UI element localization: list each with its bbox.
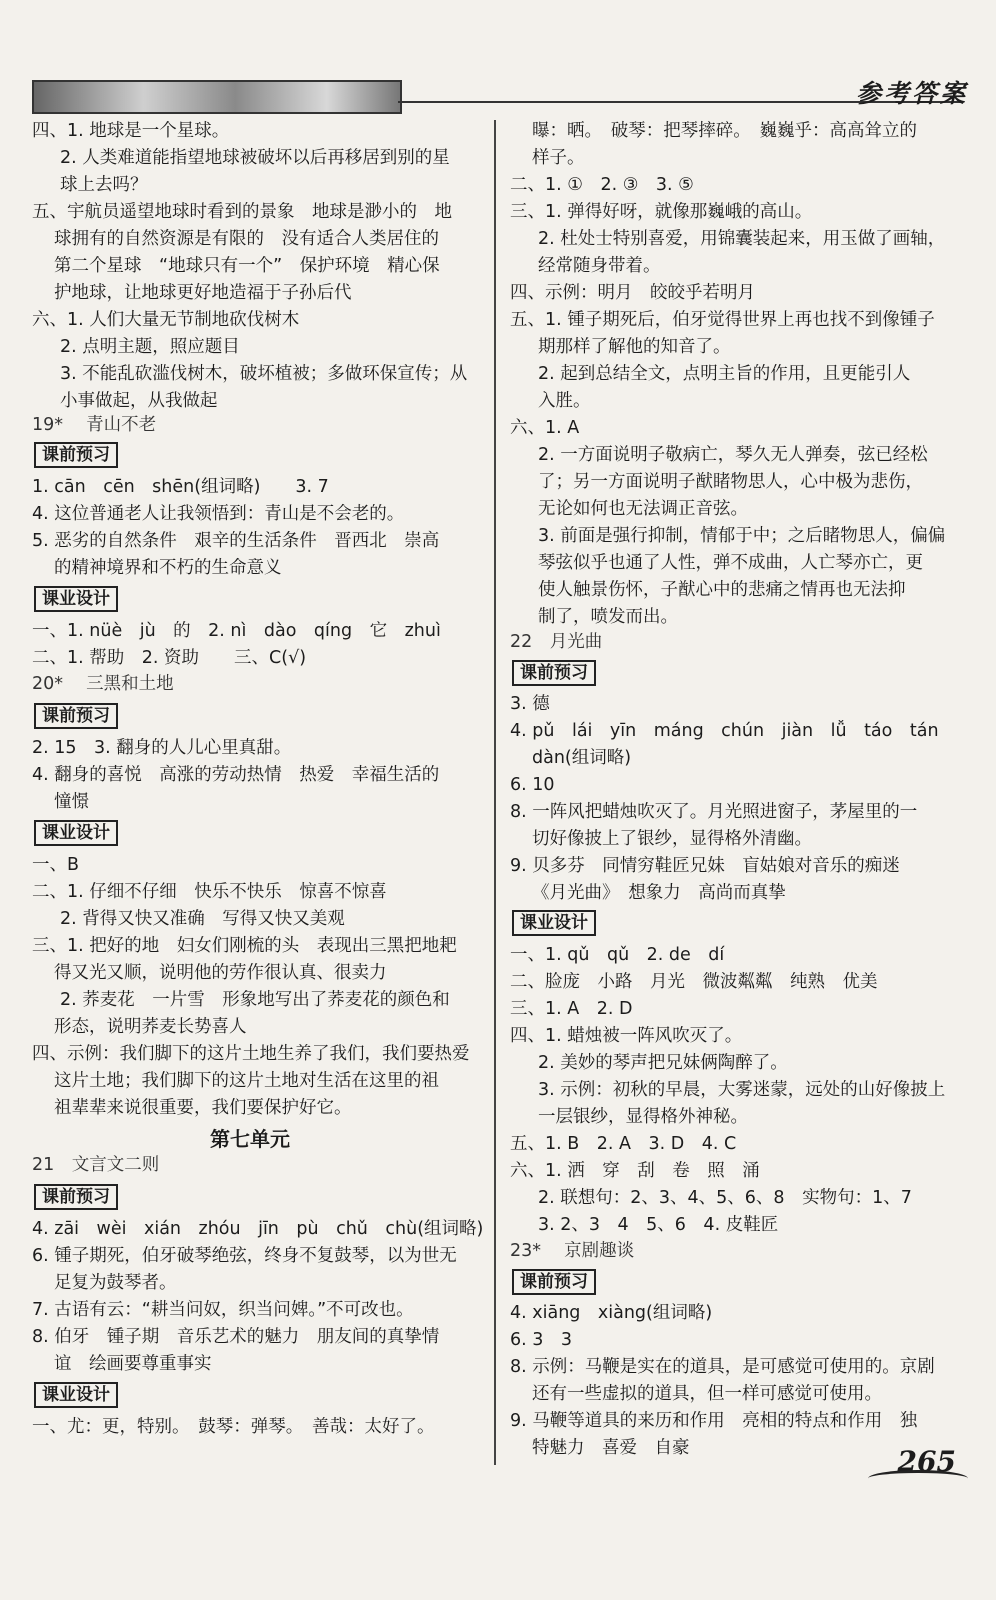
answer-line: 7. 古语有云：“耕当问奴，织当问婢。”不可改也。 [32,1300,414,1320]
answer-line: 小事做起，从我做起 [60,391,218,411]
answer-line: 这片土地；我们脚下的这片土地对生活在这里的祖 [54,1071,439,1091]
answer-line: 切好像披上了银纱，显得格外清幽。 [532,829,812,849]
answer-line: 8. 示例：马鞭是实在的道具，是可感觉可使用的。京剧 [510,1357,935,1377]
section-badge: 课前预习 [512,1269,596,1295]
answer-line: 5. 恶劣的自然条件 艰辛的生活条件 晋西北 崇高 [32,531,440,551]
answer-line: 《月光曲》 想象力 高尚而真挚 [532,883,786,903]
answer-line: 球上去吗？ [60,175,148,195]
section-badge: 课前预习 [512,660,596,686]
answer-line: 曝：晒。 破琴：把琴摔碎。 巍巍乎：高高耸立的 [532,121,917,141]
answer-line: 特魅力 喜爱 自豪 [532,1438,690,1458]
answer-line: 4. pǔ lái yīn máng chún jiàn lǚ táo tán [510,721,939,741]
answer-line: 祖辈辈来说很重要，我们要保护好它。 [54,1098,352,1118]
answer-line: 谊 绘画要尊重事实 [54,1354,212,1374]
answer-line: 使人触景伤怀，子猷心中的悲痛之情再也无法抑 [538,580,906,600]
answer-line: 8. 一阵风把蜡烛吹灭了。月光照进窗子，茅屋里的一 [510,802,918,822]
lesson-title: 23* 京剧趣谈 [510,1241,635,1261]
answer-line: 2. 美妙的琴声把兄妹俩陶醉了。 [538,1053,788,1073]
section-badge: 课前预习 [34,442,118,468]
answer-line: dàn(组词略) [532,748,632,768]
answer-line: 五、宇航员遥望地球时看到的景象 地球是渺小的 地 [32,202,452,222]
answer-line: 一、B [32,855,80,875]
header-banner-image [32,80,402,114]
answer-line: 制了，喷发而出。 [538,607,678,627]
answer-line: 期那样了解他的知音了。 [538,337,731,357]
answer-line: 2. 杜处士特别喜爱，用锦囊装起来，用玉做了画轴， [538,229,946,249]
answer-line: 4. 翻身的喜悦 高涨的劳动热情 热爱 幸福生活的 [32,765,440,785]
answer-line: 一层银纱，显得格外神秘。 [538,1107,748,1127]
answer-line: 得又光又顺，说明他的劳作很认真、很卖力 [54,963,387,983]
answer-line: 3. 示例：初秋的早晨，大雾迷蒙，远处的山好像披上 [538,1080,946,1100]
answer-line: 3. 德 [510,694,550,714]
answer-line: 五、1. B 2. A 3. D 4. C [510,1134,737,1154]
answer-line: 了；另一方面说明子猷睹物思人，心中极为悲伤， [538,472,923,492]
answer-line: 三、1. 弹得好呀，就像那巍峨的高山。 [510,202,813,222]
lesson-title: 20* 三黑和土地 [32,674,174,694]
column-divider [494,120,496,1465]
answer-line: 四、示例：我们脚下的这片土地生养了我们，我们要热爱 [32,1044,470,1064]
answer-line: 9. 贝多芬 同情穷鞋匠兄妹 盲姑娘对音乐的痴迷 [510,856,900,876]
lesson-title: 19* 青山不老 [32,415,157,435]
answer-line: 2. 背得又快又准确 写得又快又美观 [60,909,345,929]
answer-line: 1. cān cēn shēn(组词略) 3. 7 [32,477,329,497]
answer-line: 6. 3 3 [510,1330,573,1350]
answer-line: 四、1. 地球是一个星球。 [32,121,230,141]
answer-line: 样子。 [532,148,585,168]
answer-line: 2. 起到总结全文，点明主旨的作用，且更能引人 [538,364,911,384]
answer-line: 2. 联想句：2、3、4、5、6、8 实物句：1、7 [538,1188,912,1208]
answer-line: 一、尤：更，特别。 鼓琴：弹琴。 善哉：太好了。 [32,1417,435,1437]
answer-line: 第二个星球 “地球只有一个” 保护环境 精心保 [54,256,440,276]
answer-line: 经常随身带着。 [538,256,661,276]
answer-line: 4. zāi wèi xián zhóu jīn pù chǔ chù(组词略) [32,1219,484,1239]
answer-line: 9. 马鞭等道具的来历和作用 亮相的特点和作用 独 [510,1411,918,1431]
answer-line: 2. 一方面说明子敬病亡，琴久无人弹奏，弦已经松 [538,445,928,465]
unit-heading: 第七单元 [210,1127,290,1151]
answer-line: 护地球，让地球更好地造福于子孙后代 [54,283,352,303]
answer-line: 4. xiāng xiàng(组词略) [510,1303,713,1323]
answer-line: 2. 点明主题，照应题目 [60,337,240,357]
answer-line: 六、1. 洒 穿 刮 卷 照 涌 [510,1161,760,1181]
page-header-title: 参考答案 [855,79,968,108]
answer-line: 六、1. A [510,418,580,438]
section-badge: 课业设计 [34,820,118,846]
answer-line: 无论如何也无法调正音弦。 [538,499,748,519]
answer-line: 三、1. 把好的地 妇女们刚梳的头 表现出三黑把地耙 [32,936,457,956]
answer-line: 入胜。 [538,391,591,411]
page-number-ornament [868,1470,968,1487]
section-badge: 课业设计 [512,910,596,936]
answer-line: 8. 伯牙 锺子期 音乐艺术的魅力 朋友间的真挚情 [32,1327,440,1347]
section-badge: 课业设计 [34,586,118,612]
section-badge: 课前预习 [34,1184,118,1210]
answer-line: 一、1. nüè jù 的 2. nì dào qíng 它 zhuì [32,621,441,641]
answer-line: 二、脸庞 小路 月光 微波粼粼 纯熟 优美 [510,972,878,992]
answer-line: 3. 前面是强行抑制，情郁于中；之后睹物思人，偏偏 [538,526,946,546]
answer-line: 五、1. 锺子期死后，伯牙觉得世界上再也找不到像锺子 [510,310,935,330]
answer-line: 四、示例：明月 皎皎乎若明月 [510,283,755,303]
answer-line: 2. 人类难道能指望地球被破坏以后再移居到别的星 [60,148,450,168]
section-badge: 课前预习 [34,703,118,729]
answer-line: 2. 15 3. 翻身的人儿心里真甜。 [32,738,292,758]
answer-line: 3. 不能乱砍滥伐树木，破坏植被；多做环保宣传；从 [60,364,468,384]
answer-line: 二、1. 仔细不仔细 快乐不快乐 惊喜不惊喜 [32,882,387,902]
answer-line: 形态，说明荞麦长势喜人 [54,1017,247,1037]
answer-line: 2. 荞麦花 一片雪 形象地写出了荞麦花的颜色和 [60,990,450,1010]
answer-line: 二、1. 帮助 2. 资助 三、C(√) [32,648,307,668]
answer-line: 三、1. A 2. D [510,999,633,1019]
answer-line: 憧憬 [54,792,89,812]
answer-line: 3. 2、3 4 5、6 4. 皮鞋匠 [538,1215,779,1235]
answer-line: 的精神境界和不朽的生命意义 [54,558,282,578]
lesson-title: 22 月光曲 [510,632,603,652]
answer-line: 琴弦似乎也通了人性，弹不成曲，人亡琴亦亡，更 [538,553,923,573]
answer-line: 足复为鼓琴者。 [54,1273,177,1293]
answer-line: 4. 这位普通老人让我领悟到：青山是不会老的。 [32,504,405,524]
page-number: 265 [897,1445,956,1478]
answer-line: 6. 锺子期死，伯牙破琴绝弦，终身不复鼓琴，以为世无 [32,1246,457,1266]
answer-line: 球拥有的自然资源是有限的 没有适合人类居住的 [54,229,439,249]
answer-line: 二、1. ① 2. ③ 3. ⑤ [510,175,694,195]
answer-line: 四、1. 蜡烛被一阵风吹灭了。 [510,1026,743,1046]
section-badge: 课业设计 [34,1382,118,1408]
answer-line: 一、1. qǔ qǔ 2. de dí [510,945,725,965]
answer-line: 6. 10 [510,775,555,795]
lesson-title: 21 文言文二则 [32,1155,160,1175]
answer-line: 六、1. 人们大量无节制地砍伐树木 [32,310,300,330]
answer-line: 还有一些虚拟的道具，但一样可感觉可使用。 [532,1384,882,1404]
